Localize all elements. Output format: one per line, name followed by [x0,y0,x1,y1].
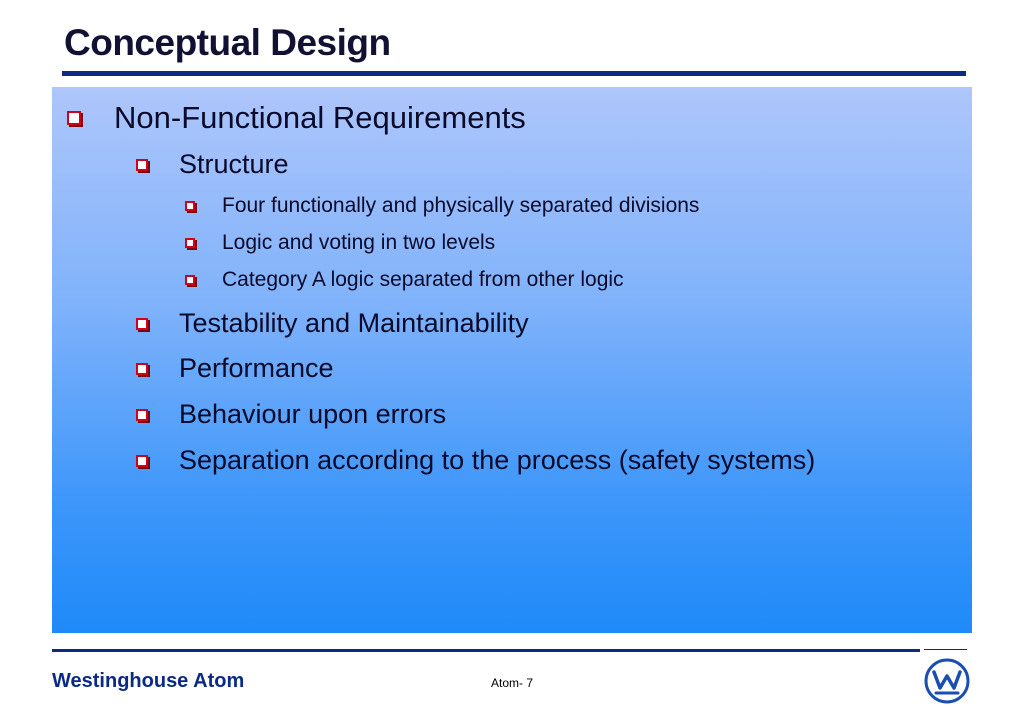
bullet-box-icon [136,159,148,171]
bullet-text: Behaviour upon errors [179,399,447,429]
company-name: Westinghouse Atom [52,670,245,692]
bullet-item [136,399,446,430]
bullet-text: Structure [179,149,289,179]
bullet-item [185,194,699,218]
bullet-text: Category A logic separated from other logic [222,268,624,291]
bullet-box-icon [136,363,148,375]
bullet-text: Logic and voting in two levels [222,231,496,254]
bullet-text: Testability and Maintainability [179,308,529,338]
title-divider [62,71,966,76]
bullet-box-icon [136,409,148,421]
westinghouse-w-logo-icon [924,658,970,704]
footer-divider [52,649,920,652]
bullet-box-icon [136,318,148,330]
bullet-text: Separation according to the process (safety systems) [179,445,816,475]
bullet-item [67,100,526,136]
bullet-item [136,353,334,384]
bullet-box-icon [136,455,148,467]
bullet-item [136,445,815,476]
bullet-box-icon [185,238,195,248]
bullet-item [185,268,624,292]
bullet-box-icon [67,111,81,125]
bullet-item [136,308,529,339]
page-number: Atom- 7 [491,676,534,690]
bullet-box-icon [185,275,195,285]
bullet-text: Performance [179,353,334,383]
bullet-item [136,149,289,180]
bullet-text: Four functionally and physically separated divisions [222,194,700,217]
bullet-text: Non-Functional Requirements [114,100,526,135]
slide-title: Conceptual Design [64,22,391,63]
bullet-item [185,231,495,255]
footer-divider-tail [924,649,967,650]
bullet-box-icon [185,201,195,211]
